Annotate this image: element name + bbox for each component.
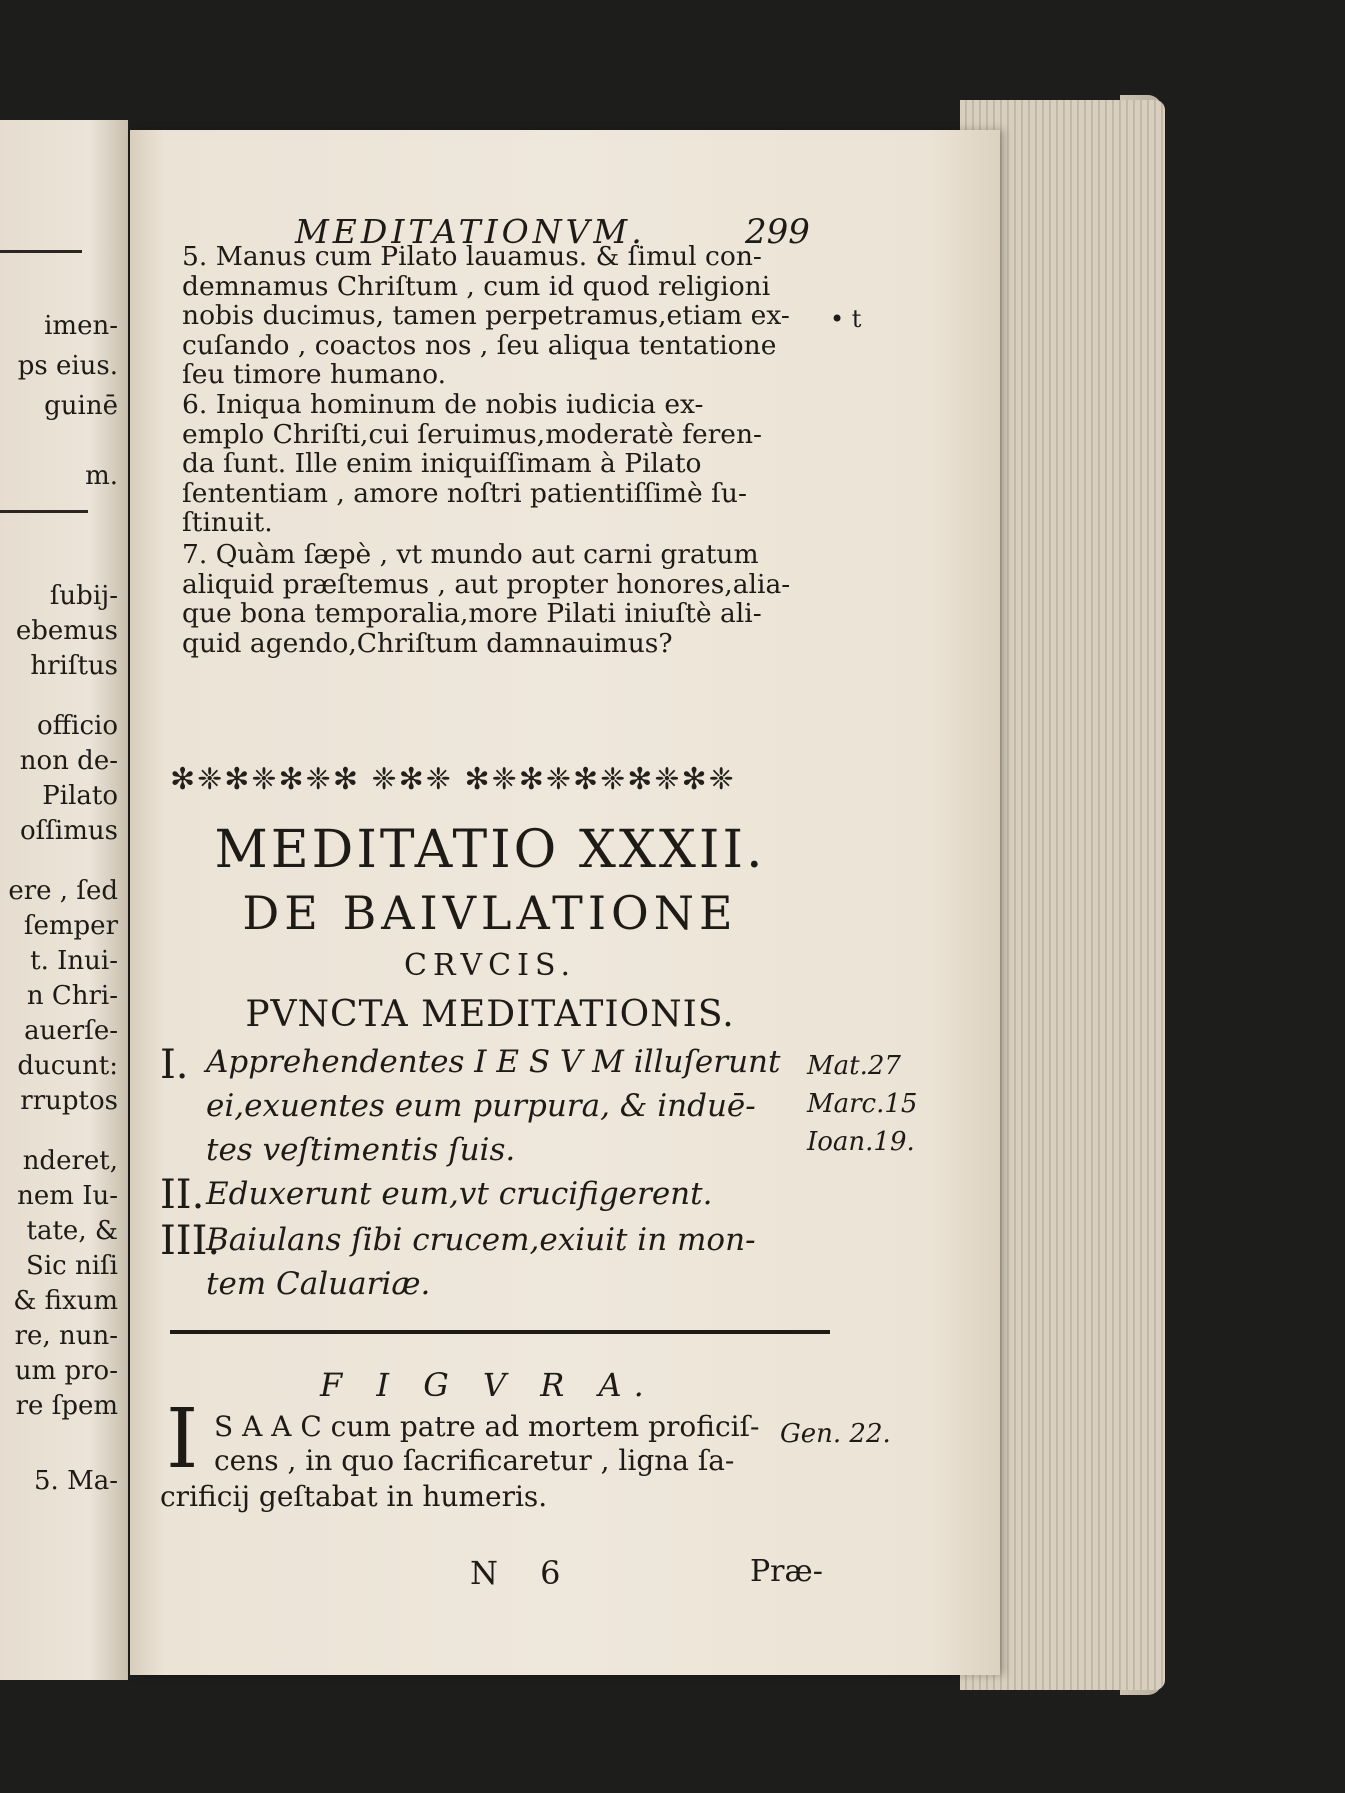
text-line: cuſando , coactos nos , ſeu aliqua tentatione bbox=[182, 329, 777, 361]
point-1-line-2: ei,exuentes eum purpura, & induē- bbox=[206, 1088, 756, 1124]
left-page-fragment: auerſe- bbox=[24, 1016, 118, 1046]
left-page-fragment: re, nun- bbox=[14, 1321, 118, 1351]
point-2-number: II. bbox=[160, 1172, 205, 1218]
left-page-fragment: imen- bbox=[44, 311, 118, 341]
text-line: que bona temporalia,more Pilati iniuſtè ali- bbox=[182, 598, 762, 629]
margin-ref-mark: Marc.15 bbox=[807, 1089, 918, 1119]
left-page-rule-middle bbox=[0, 510, 88, 513]
point-3-line-1: Baiulans ſibi crucem,exiuit in mon- bbox=[206, 1222, 756, 1258]
signature-mark: N 6 bbox=[470, 1554, 577, 1592]
left-page-fragment: oſſimus bbox=[20, 816, 118, 846]
left-page-fragment: 5. Ma- bbox=[34, 1466, 118, 1496]
meditation-subtitle-2: CRVCIS. bbox=[404, 948, 576, 983]
page-number: 299 bbox=[745, 212, 810, 252]
figura-heading: F I G V R A. bbox=[320, 1366, 656, 1404]
text-line: 6. Iniqua hominum de nobis iudicia ex- bbox=[182, 389, 704, 420]
left-page-fragment: guinē bbox=[44, 391, 118, 421]
left-page-fragment: m. bbox=[85, 461, 118, 491]
left-page-fragment: ebemus bbox=[15, 616, 118, 646]
meditation-subtitle: DE BAIVLATIONE bbox=[242, 886, 738, 940]
text-line: da ſunt. Ille enim iniquiſſimam à Pilato bbox=[182, 448, 702, 479]
left-page-fragment: ſemper bbox=[23, 911, 118, 941]
left-page bbox=[0, 120, 128, 1680]
text-line: 5. Manus cum Pilato lauamus. & ſimul con- bbox=[182, 241, 762, 272]
left-page-fragment: Pilato bbox=[42, 781, 118, 811]
meditation-title: MEDITATIO XXXII. bbox=[214, 820, 766, 880]
text-line: ſtinuit. bbox=[182, 507, 273, 538]
left-page-fragment: um pro- bbox=[14, 1356, 118, 1386]
point-2-line-1: Eduxerunt eum,vt crucifigerent. bbox=[206, 1176, 713, 1212]
text-line: emplo Chriſti,cui ſeruimus,moderatè feren- bbox=[182, 418, 763, 450]
text-line: aliquid præſtemus , aut propter honores,alia- bbox=[182, 568, 791, 600]
left-page-fragment: non de- bbox=[19, 746, 118, 776]
puncta-heading: PVNCTA MEDITATIONIS. bbox=[245, 994, 735, 1035]
point-1-line-1: Apprehendentes I E S V M illuſerunt bbox=[206, 1044, 781, 1080]
margin-ref-genesis: Gen. 22. bbox=[780, 1419, 891, 1449]
item-5 bbox=[182, 242, 832, 390]
point-1-line-3: tes veſtimentis ſuis. bbox=[206, 1132, 516, 1168]
text-line: ſententiam , amore noſtri patientiſſimè ſu- bbox=[182, 477, 747, 509]
left-page-fragment: Sic niſi bbox=[26, 1251, 118, 1281]
left-page-fragment: t. Inui- bbox=[30, 946, 118, 976]
text-line: quid agendo,Chriſtum damnauimus? bbox=[182, 627, 673, 659]
left-page-fragment: ps eius. bbox=[17, 351, 118, 381]
running-title: MEDITATIONVM. bbox=[295, 212, 646, 251]
left-page-fragment: rruptos bbox=[20, 1086, 118, 1116]
text-line: nobis ducimus, tamen perpetramus,etiam ex- bbox=[182, 300, 790, 331]
left-page-fragment: ſubij- bbox=[49, 581, 118, 611]
point-3-line-2: tem Caluariæ. bbox=[206, 1266, 431, 1302]
point-1-number: I. bbox=[160, 1042, 189, 1088]
figura-line-3: crificij geſtabat in humeris. bbox=[160, 1480, 548, 1513]
figura-line-1: S A A C cum patre ad mortem proficiſ- bbox=[214, 1410, 760, 1443]
left-page-fragment: tate, & bbox=[26, 1216, 118, 1246]
left-page-fragment: nderet, bbox=[22, 1146, 118, 1176]
item-6 bbox=[182, 390, 832, 538]
left-page-fragment: re ſpem bbox=[15, 1391, 118, 1421]
left-page-fragment: ducunt: bbox=[17, 1051, 118, 1081]
page-299 bbox=[130, 130, 1000, 1675]
margin-ref-john: Ioan.19. bbox=[807, 1127, 915, 1157]
margin-mark: • t bbox=[830, 305, 862, 333]
text-line: ſeu timore humano. bbox=[182, 359, 447, 390]
text-line: 7. Quàm ſæpè , vt mundo aut carni gratum bbox=[182, 539, 759, 570]
item-7 bbox=[182, 540, 832, 658]
left-page-fragment: & fixum bbox=[13, 1286, 118, 1316]
point-3-number: III. bbox=[160, 1218, 221, 1264]
catchword: Præ- bbox=[750, 1554, 823, 1589]
text-line: demnamus Chriſtum , cum id quod religioni bbox=[182, 270, 771, 302]
ornament-border: ✻❈✻❈✻❈✻ ❈✻❈ ✻❈✻❈✻❈✻❈✻❈ bbox=[170, 762, 736, 797]
section-rule bbox=[170, 1330, 830, 1334]
left-page-fragment: ere , ſed bbox=[8, 876, 118, 906]
left-page-fragment: officio bbox=[37, 711, 118, 741]
drop-capital: I bbox=[166, 1392, 199, 1487]
left-page-fragment: n Chri- bbox=[26, 981, 118, 1011]
left-page-rule-top bbox=[0, 250, 82, 253]
left-page-fragment: hriſtus bbox=[30, 651, 118, 681]
left-page-fragment: nem Iu- bbox=[17, 1181, 118, 1211]
margin-ref-matthew: Mat.27 bbox=[807, 1051, 901, 1081]
figura-line-2: cens , in quo ſacrificaretur , ligna ſa- bbox=[214, 1444, 735, 1477]
